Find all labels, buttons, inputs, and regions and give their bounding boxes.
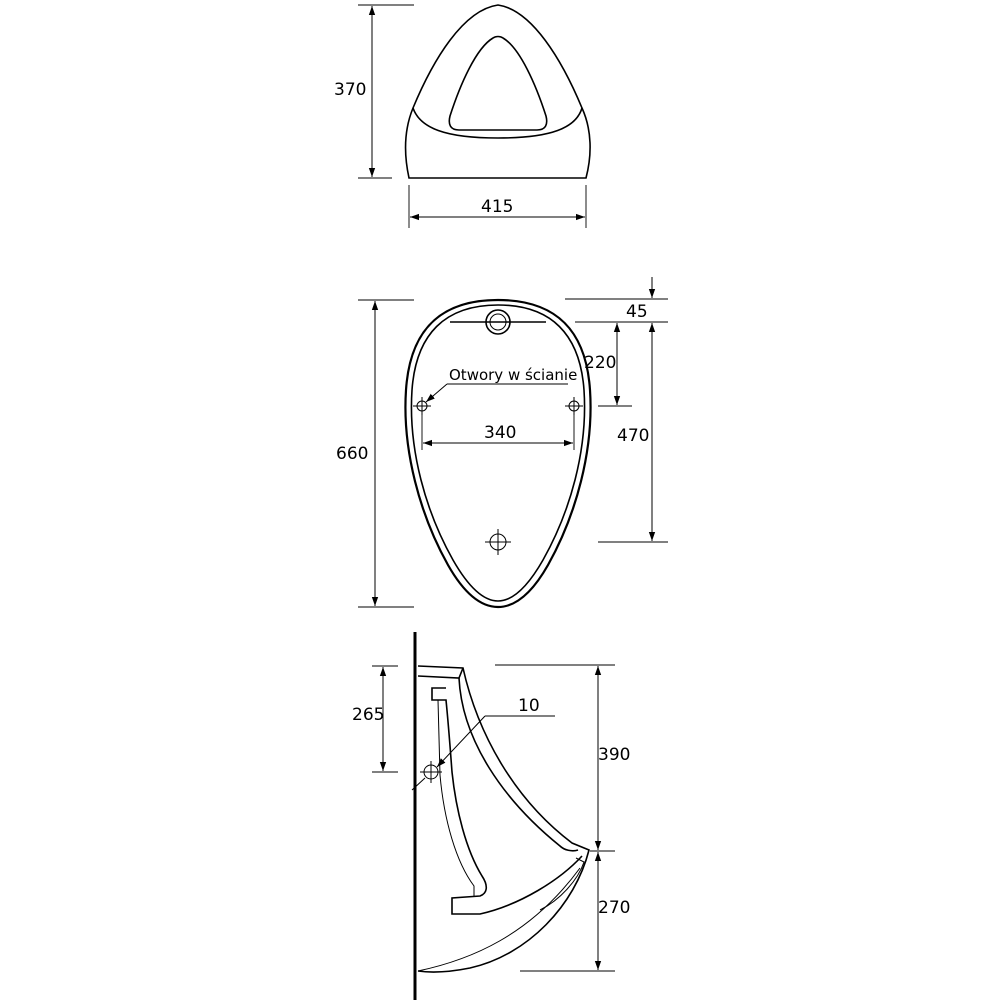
top-view-outline [406, 5, 590, 178]
side-lower-height-label: 270 [598, 898, 631, 918]
front-top-offset-label: 45 [626, 302, 648, 322]
front-height-label: 660 [336, 444, 369, 464]
wall-holes-note-leader [426, 384, 447, 402]
front-view-inner-outline [411, 305, 584, 601]
top-height-label: 370 [334, 80, 367, 100]
top-width-label: 415 [481, 197, 514, 217]
side-hole-height-label: 265 [352, 705, 385, 725]
front-hole-spacing-label: 340 [484, 423, 517, 443]
side-view-trap [540, 858, 584, 910]
front-drain-drop-label: 470 [617, 426, 650, 446]
side-view-lower-bowl [432, 688, 582, 914]
top-view-rim-curve [413, 108, 582, 138]
drain-outlet-icon [485, 529, 511, 555]
top-view [334, 5, 590, 228]
front-view-outline [405, 300, 590, 607]
side-view-inner-back [418, 668, 463, 678]
hole-diameter-leader [437, 716, 485, 767]
front-hole-drop-label: 220 [584, 353, 617, 373]
wall-holes-note: Otwory w ścianie [449, 366, 578, 384]
side-upper-height-label: 390 [598, 745, 631, 765]
side-view-outer-profile [418, 666, 589, 972]
hole-diameter-label: 10 [518, 696, 540, 716]
side-view [352, 632, 630, 1000]
top-view-bowl-opening [449, 37, 546, 131]
front-view [336, 277, 668, 607]
side-view-inner-shell [418, 700, 580, 971]
